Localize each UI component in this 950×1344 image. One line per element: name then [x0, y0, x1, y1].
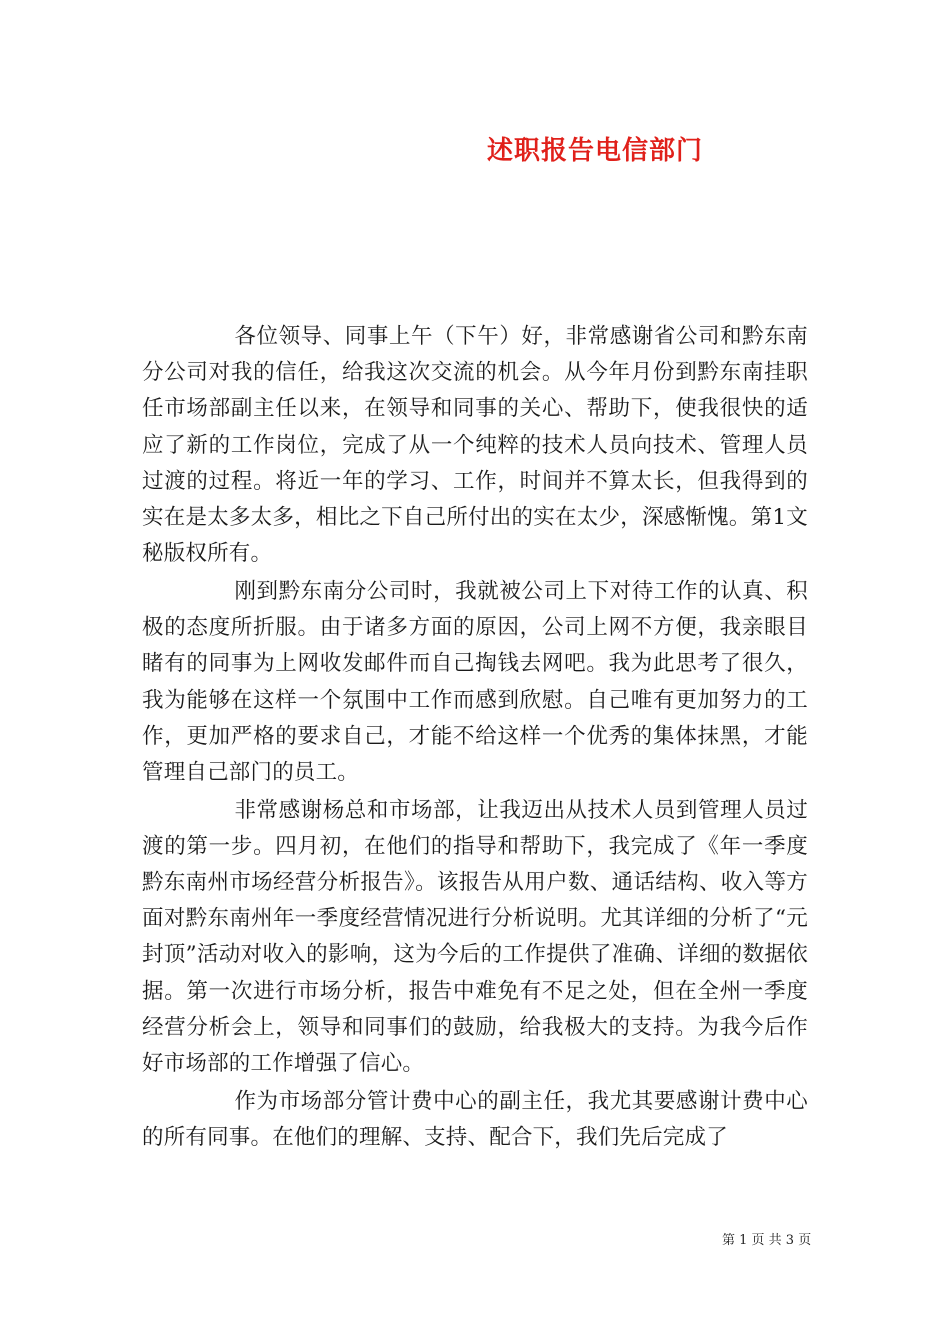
document-body: [142, 319, 808, 1156]
paragraph-arrival: 刚到黔东南分公司时，我就被公司上下对待工作的认真、积极的态度所折服。由于诸多方面的原因，公司上网不方便，我亲眼目睹有的同事为上网收发邮件而自己掏钱去网吧。我为此思考了很久，我为能够在这样一个氛围中工作而感到欣慰。自己唯有更加努力的工作，更加严格的要求自己，才能不给这样一个优秀的集体抹黑，才能管理自己部门的员工。: [142, 578, 808, 785]
page-number-footer: 第 1 页 共 3 页: [722, 1233, 812, 1248]
paragraph-billing-center: 作为市场部分管计费中心的副主任，我尤其要感谢计费中心的所有同事。在他们的理解、支持、配合下，我们先后完成了: [142, 1088, 808, 1150]
paragraph-greeting: 各位领导、同事上午（下午）好，非常感谢省公司和黔东南分公司对我的信任，给我这次交流的机会。从今年月份到黔东南挂职任市场部副主任以来，在领导和同事的关心、帮助下，使我很快的适应了新的工作岗位，完成了从一个纯粹的技术人员向技术、管理人员过渡的过程。将近一年的学习、工作，时间并不算太长，但我得到的实在是太多太多，相比之下自己所付出的实在太少，深感惭愧。第1文秘版权所有。: [142, 324, 808, 567]
document-title: 述职报告电信部门: [486, 136, 703, 166]
paragraph-market-analysis: 非常感谢杨总和市场部，让我迈出从技术人员到管理人员过渡的第一步。四月初，在他们的指导和帮助下，我完成了《年一季度黔东南州市场经营分析报告》。该报告从用户数、通话结构、收入等方面对黔东南州年一季度经营情况进行分析说明。尤其详细的分析了“元封顶”活动对收入的影响，这为今后的工作提供了准确、详细的数据依据。第一次进行市场分析，报告中难免有不足之处，但在全州一季度经营分析会上，领导和同事们的鼓励，给我极大的支持。为我今后作好市场部的工作增强了信心。: [142, 797, 808, 1077]
